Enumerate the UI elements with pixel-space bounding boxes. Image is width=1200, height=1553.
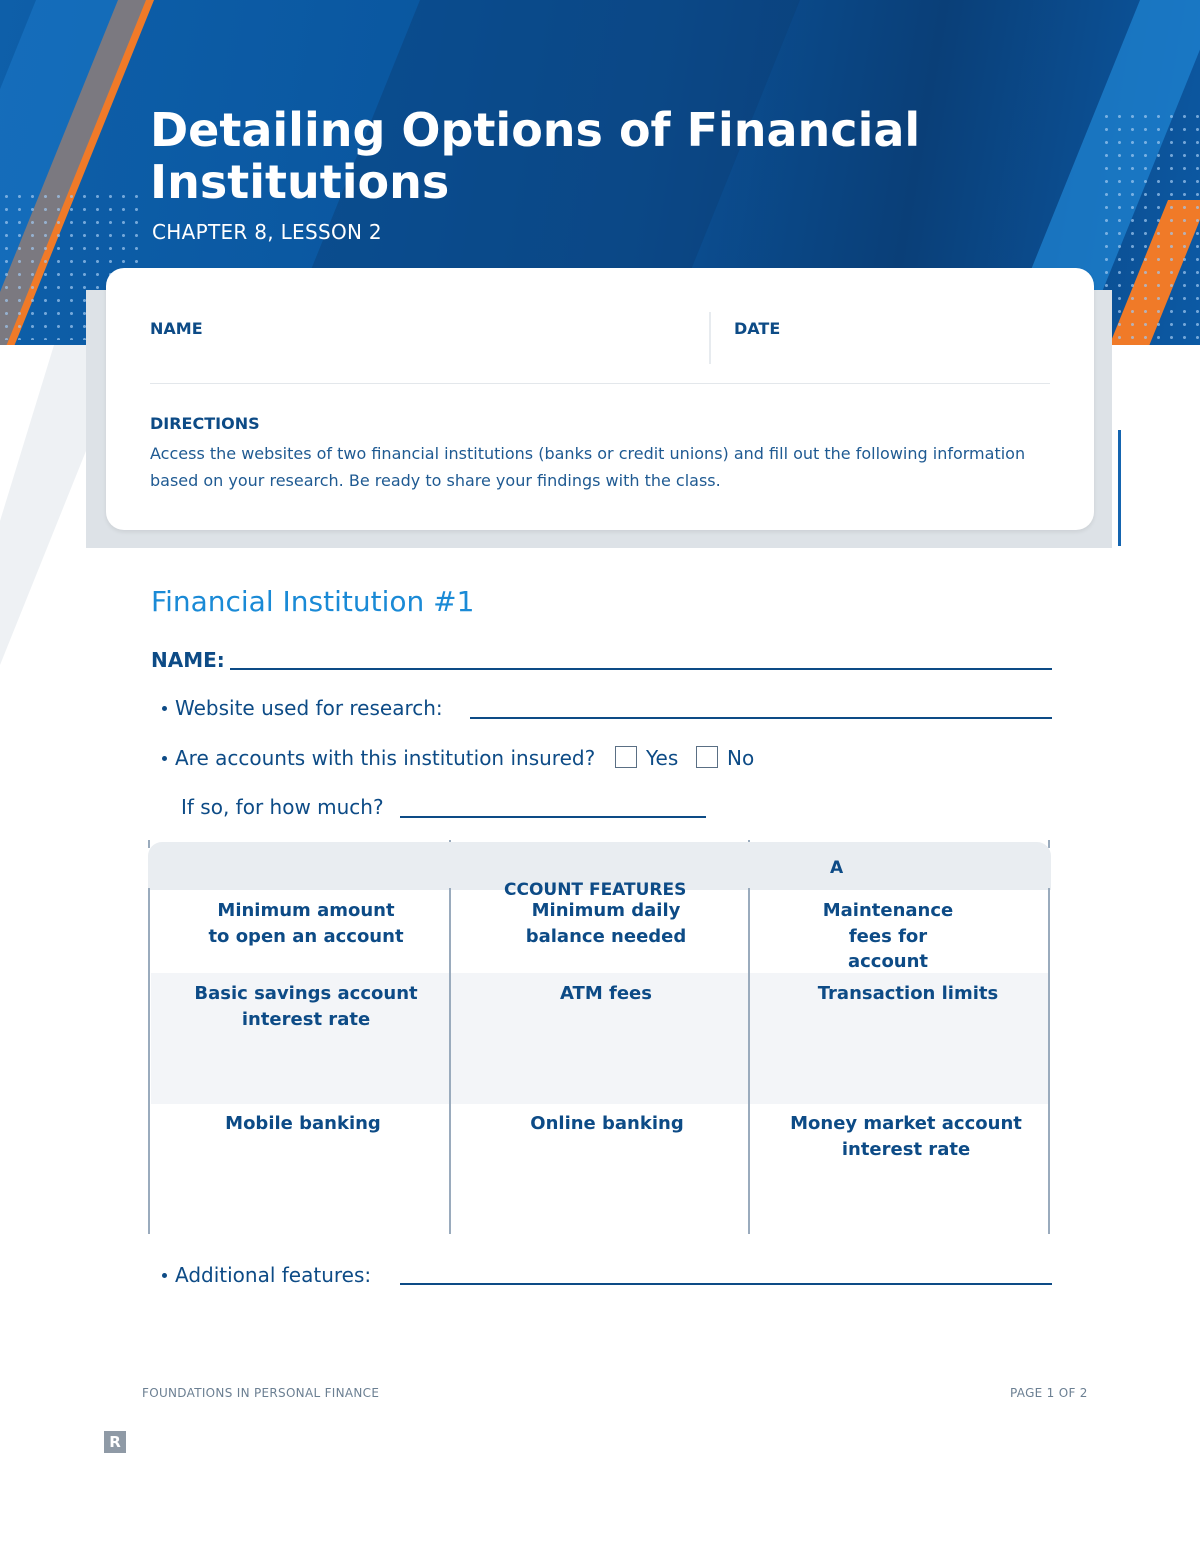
cell-mobile-banking: Mobile banking [225, 1113, 381, 1134]
website-row [148, 696, 443, 720]
grey-swoosh [0, 345, 90, 665]
insured-label: Are accounts with this institution insured? [175, 746, 596, 770]
card-divider-vertical [709, 312, 711, 364]
cell-atm-fees: ATM fees [560, 983, 652, 1004]
dot-pattern-right [1100, 110, 1200, 340]
info-card [106, 268, 1094, 530]
directions-label: DIRECTIONS [150, 414, 260, 433]
card-divider-horizontal [150, 383, 1050, 384]
page-title: Detailing Options of Financial Institutions [150, 103, 921, 209]
page-subtitle: CHAPTER 8, LESSON 2 [152, 220, 382, 244]
bullet [162, 706, 167, 711]
additional-line[interactable] [400, 1283, 1052, 1285]
institution-name-line[interactable] [230, 668, 1052, 670]
bullet [162, 756, 167, 761]
side-rule [1118, 430, 1121, 546]
table-header-title: CCOUNT FEATURES [504, 880, 687, 900]
cell-transaction-limits: Transaction limits [817, 983, 999, 1004]
website-label: Website used for research: [175, 696, 443, 720]
cell-minimum-daily-balance: Minimum daily balance needed [525, 900, 687, 947]
cell-minimum-opening: Minimum amount to open an account [208, 900, 404, 947]
additional-label: Additional features: [175, 1263, 372, 1287]
no-label: No [727, 746, 755, 770]
date-field-label: DATE [734, 319, 781, 338]
no-checkbox[interactable] [696, 746, 718, 768]
cell-savings-interest: Basic savings account interest rate [194, 983, 418, 1030]
table-border-right [1048, 888, 1050, 1234]
table-border-left [148, 888, 150, 1234]
table-header-a: A [830, 858, 844, 878]
insured-row [148, 746, 595, 770]
cell-maintenance-fees: Maintenance fees for account [822, 900, 954, 972]
how-much-line[interactable] [400, 816, 706, 818]
cell-money-market-interest: Money market account interest rate [790, 1113, 1022, 1160]
brand-logo-icon: R [104, 1431, 126, 1453]
section-title: Financial Institution #1 [151, 585, 475, 618]
additional-row [148, 1263, 371, 1287]
how-much-label: If so, for how much? [181, 795, 384, 819]
footer-left: FOUNDATIONS IN PERSONAL FINANCE [142, 1386, 380, 1400]
website-line[interactable] [470, 717, 1052, 719]
yes-label: Yes [646, 746, 679, 770]
yes-checkbox[interactable] [615, 746, 637, 768]
institution-name-label: NAME: [151, 648, 225, 672]
cell-online-banking: Online banking [530, 1113, 684, 1134]
directions-text: Access the websites of two financial institutions (banks or credit unions) and fill out the following information based on your research. Be ready to share your findings with the class. [150, 444, 1026, 490]
footer-page-number: PAGE 1 OF 2 [1010, 1386, 1088, 1400]
bullet [162, 1273, 167, 1278]
name-field-label: NAME [150, 319, 203, 338]
